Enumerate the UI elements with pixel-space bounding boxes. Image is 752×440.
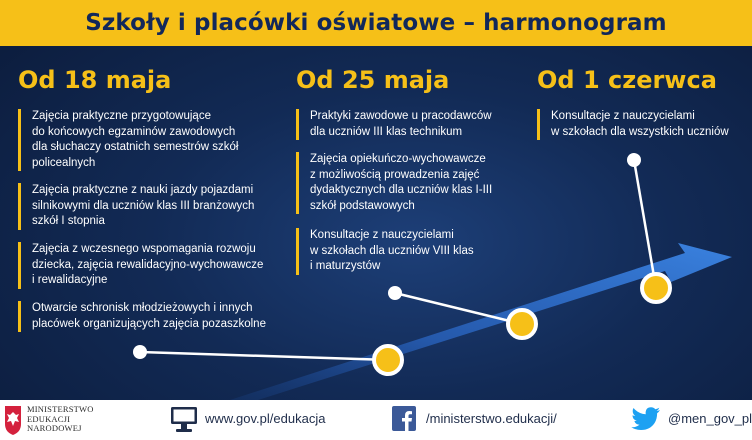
column-2-title: Od 25 maja [296,66,450,94]
timeline-milestone-3 [642,274,670,302]
timeline-start-dot-3 [627,153,641,167]
timeline-milestone-1 [374,346,402,374]
website-link[interactable]: www.gov.pl/edukacja [205,411,326,426]
twitter-icon[interactable] [631,407,661,431]
monitor-icon [170,406,198,433]
column-2-item-3 [296,228,526,275]
facebook-link[interactable]: /ministerstwo.edukacji/ [426,411,557,426]
connector-line-1 [140,352,388,360]
ministry-line-3: NARODOWEJ [27,423,82,433]
ministry-line-2: EDUKACJI [27,413,71,424]
item-text: Otwarcie schronisk młodzieżowych i innych placówek organizujących zajęcia pozaszkolne [32,302,266,330]
item-text: Zajęcia praktyczne przygotowujące do końcowych egzaminów zawodowych dla słuchaczy ostatnich semestrów szkół policealnych [32,110,239,169]
item-text: Konsultacje z nauczycielami w szkołach dla wszystkich uczniów [551,110,729,138]
item-text: Zajęcia opiekuńczo-wychowawcze z możliwością prowadzenia zajęć dydaktycznych dla uczniów klas I-III szkół podstawowych [310,153,493,212]
timeline-milestone-2 [508,310,536,338]
column-1-title: Od 18 maja [18,66,172,94]
column-3-item-1 [537,109,747,140]
page-title: Szkoły i placówki oświatowe – harmonogram [85,10,667,36]
timeline-start-dot-1 [133,345,147,359]
item-text: Zajęcia z wczesnego wspomagania rozwoju dziecka, zajęcia rewalidacyjno-wychowawcze i rewalidacyjne [32,243,264,286]
column-3-title: Od 1 czerwca [537,66,717,94]
facebook-icon[interactable] [392,406,416,431]
item-text: Zajęcia praktyczne z nauki jazdy pojazdami silnikowymi dla uczniów klas III branżowych szkół I stopnia [32,184,255,227]
twitter-handle[interactable]: @men_gov_pl [668,411,752,426]
eagle-emblem-icon [3,404,23,436]
column-1-item-2 [18,183,288,230]
column-2-item-2 [296,152,526,214]
column-1-item-1 [18,109,288,171]
column-1-item-4 [18,301,288,332]
timeline-start-dot-2 [388,286,402,300]
item-text: Praktyki zawodowe u pracodawców dla uczniów III klas technikum [310,110,492,138]
column-2-item-1 [296,109,526,140]
connector-line-2 [395,293,522,324]
item-text: Konsultacje z nauczycielami w szkołach dla uczniów VIII klas i maturzystów [310,229,474,272]
ministry-name [27,405,94,434]
column-1-item-3 [18,242,288,289]
ministry-line-1: MINISTERSTWO [27,404,94,414]
